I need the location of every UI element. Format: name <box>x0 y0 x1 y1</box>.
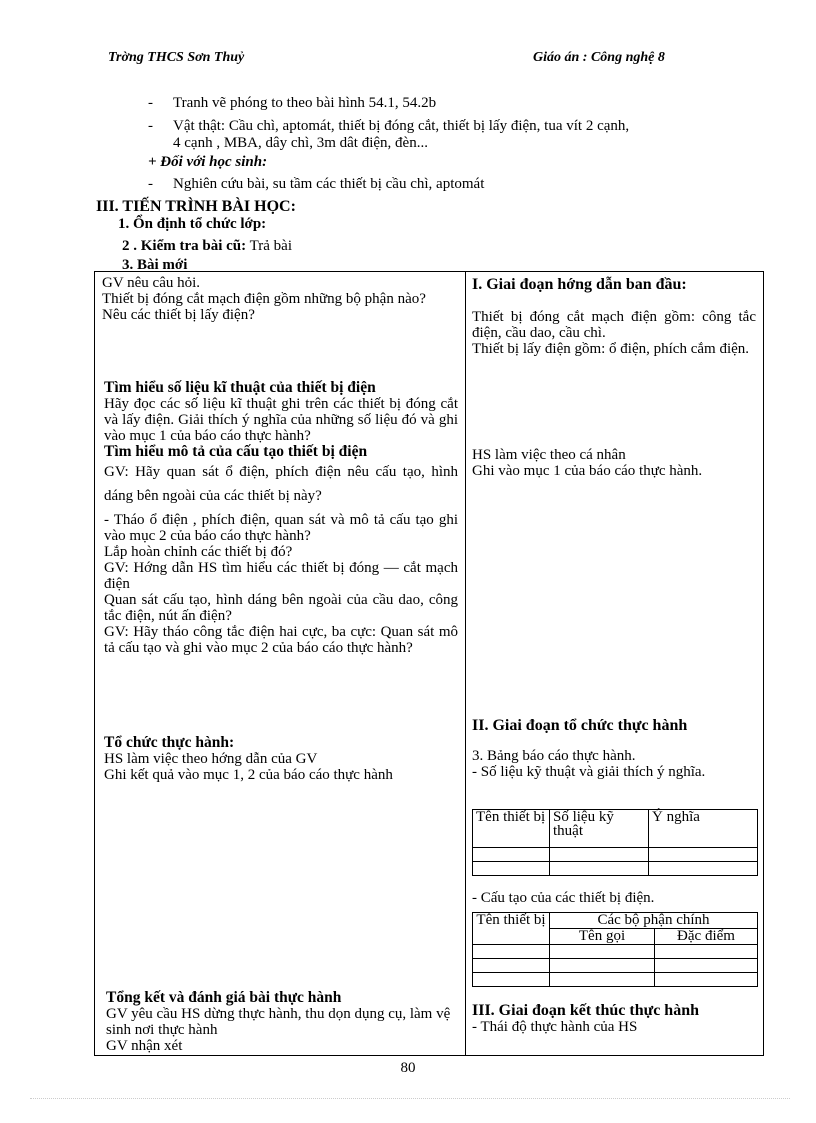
prep-item-2: Vật thật: Cầu chì, aptomát, thiết bị đóng cắt, thiết bị lấy điện, tua vít 2 cạnh, <box>173 118 630 134</box>
subsection-1: 1. Ổn định tổ chức lớp: <box>118 216 267 232</box>
left-p11: GV nhận xét <box>106 1038 183 1054</box>
left-heading-3: Tổ chức thực hành: <box>104 734 235 751</box>
right-r5: 3. Bảng báo cáo thực hành. <box>472 748 636 764</box>
left-column <box>102 275 458 323</box>
subsection-2 <box>122 238 292 255</box>
table-cell <box>473 862 550 876</box>
column-divider <box>465 271 466 1056</box>
right-r8: - Thái độ thực hành của HS <box>472 1019 638 1035</box>
student-item: Nghiên cứu bài, su tầm các thiết bị cầu chì, aptomát <box>173 176 485 192</box>
right-heading-3: III. Giai đoạn kết thúc thực hành <box>472 1002 699 1019</box>
table-cell <box>655 959 758 973</box>
table-cell <box>550 862 649 876</box>
left-p5: GV: Hớng dẫn HS tìm hiểu các thiết bị đóng — cắt mạch điện <box>104 560 458 592</box>
subsection-3: 3. Bài mới <box>122 257 188 273</box>
left-heading-1: Tìm hiểu số liệu kĩ thuật của thiết bị điện <box>104 379 376 396</box>
left-p3: - Tháo ổ điện , phích điện, quan sát và mô tả cấu tạo ghi vào mục 2 của báo cáo thực hành? <box>104 512 458 544</box>
right-block-4 <box>472 890 756 906</box>
table-cell <box>473 848 550 862</box>
right-heading-1: I. Giai đoạn hớng dẫn ban đầu: <box>472 276 687 293</box>
left-q3: Nêu các thiết bị lấy điện? <box>102 307 255 323</box>
table-cell <box>649 862 758 876</box>
prep-item-2-cont: 4 cạnh , MBA, dây chì, 3m dât điện, đèn... <box>173 135 428 151</box>
left-p10: GV yêu cầu HS dừng thực hành, thu dọn dụng cụ, làm vệ sinh nơi thực hành <box>106 1006 451 1038</box>
right-r4: Ghi vào mục 1 của báo cáo thực hành. <box>472 463 703 479</box>
left-p9: Ghi kết quả vào mục 1, 2 của báo cáo thực hành <box>104 767 393 783</box>
left-q2: Thiết bị đóng cắt mạch điện gồm những bộ phận nào? <box>102 291 426 307</box>
table-cell <box>473 959 550 973</box>
right-r3: HS làm việc theo cá nhân <box>472 447 626 463</box>
right-r6: - Số liệu kỹ thuật và giải thích ý nghĩa. <box>472 764 706 780</box>
right-block-2 <box>472 447 756 479</box>
left-p6: Quan sát cấu tạo, hình dáng bên ngoài của cầu dao, công tắc điện, nút ấn điện? <box>104 592 458 624</box>
specs-header-data: Số liệu kỹ thuật <box>550 810 649 848</box>
structure-header-name: Tên thiết bị <box>473 913 550 945</box>
left-p1: Hãy đọc các số liệu kĩ thuật ghi trên các thiết bị đóng cắt và lấy điện. Giải thích ý nghĩa của những số liệu đó và ghi vào mục 1 của báo cáo thực hành? <box>104 396 458 444</box>
prep-item-1: Tranh vẽ phóng to theo bài hình 54.1, 54.2b <box>173 95 437 111</box>
right-heading-2: II. Giai đoạn tổ chức thực hành <box>472 717 688 734</box>
structure-header-feature: Đặc điểm <box>655 929 758 945</box>
table-cell <box>649 848 758 862</box>
table-cell <box>550 848 649 862</box>
left-block-4 <box>106 990 458 1054</box>
left-block-3 <box>104 735 458 783</box>
divider <box>30 1098 790 1099</box>
right-column <box>472 277 756 357</box>
subsection-2-text: Trả bài <box>246 238 292 254</box>
left-p7: GV: Hãy tháo công tắc điện hai cực, ba cực: Quan sát mô tả cấu tạo và ghi vào mục 2 của báo cáo thực hành? <box>104 624 458 656</box>
header-subject: Giáo án : Công nghệ 8 <box>533 50 665 65</box>
structure-header-partname: Tên gọi <box>550 929 655 945</box>
page-number: 80 <box>400 1060 416 1076</box>
right-r2: Thiết bị lấy điện gồm: ổ điện, phích cắm điện. <box>472 341 750 357</box>
table-cell <box>550 945 655 959</box>
right-r1: Thiết bị đóng cắt mạch điện gồm: công tắc điện, cầu dao, cầu chì. <box>472 309 756 341</box>
specs-table <box>472 809 758 876</box>
left-block-2 <box>104 380 458 656</box>
table-cell <box>473 945 550 959</box>
right-block-3 <box>472 718 756 780</box>
list-dash: - <box>148 176 153 192</box>
table-cell <box>550 973 655 987</box>
structure-header-parts: Các bộ phận chính <box>550 913 758 929</box>
left-q1: GV nêu câu hỏi. <box>102 275 201 291</box>
structure-table <box>472 912 758 987</box>
specs-header-name: Tên thiết bị <box>473 810 550 848</box>
right-r7: - Cấu tạo của các thiết bị điện. <box>472 890 655 906</box>
table-cell <box>550 959 655 973</box>
left-p2: GV: Hãy quan sát ổ điện, phích điện nêu cấu tạo, hình dáng bên ngoài của các thiết bị này? <box>104 464 458 504</box>
student-heading: + Đối với học sinh: <box>148 154 268 170</box>
table-cell <box>655 945 758 959</box>
left-heading-4: Tổng kết và đánh giá bài thực hành <box>106 989 342 1006</box>
section-title: III. TIẾN TRÌNH BÀI HỌC: <box>96 198 296 215</box>
table-cell <box>655 973 758 987</box>
subsection-2-label: 2 . Kiểm tra bài cũ: <box>122 238 247 254</box>
left-heading-2: Tìm hiểu mô tả của cấu tạo thiết bị điện <box>104 443 368 460</box>
right-block-5 <box>472 1003 756 1035</box>
table-cell <box>473 973 550 987</box>
left-p4: Lắp hoàn chỉnh các thiết bị đó? <box>104 544 293 560</box>
list-dash: - <box>148 118 153 134</box>
list-dash: - <box>148 95 153 111</box>
left-p8: HS làm việc theo hớng dẫn của GV <box>104 751 318 767</box>
specs-header-meaning: Ý nghĩa <box>649 810 758 848</box>
header-school: Trờng THCS Sơn Thuỷ <box>108 50 245 65</box>
